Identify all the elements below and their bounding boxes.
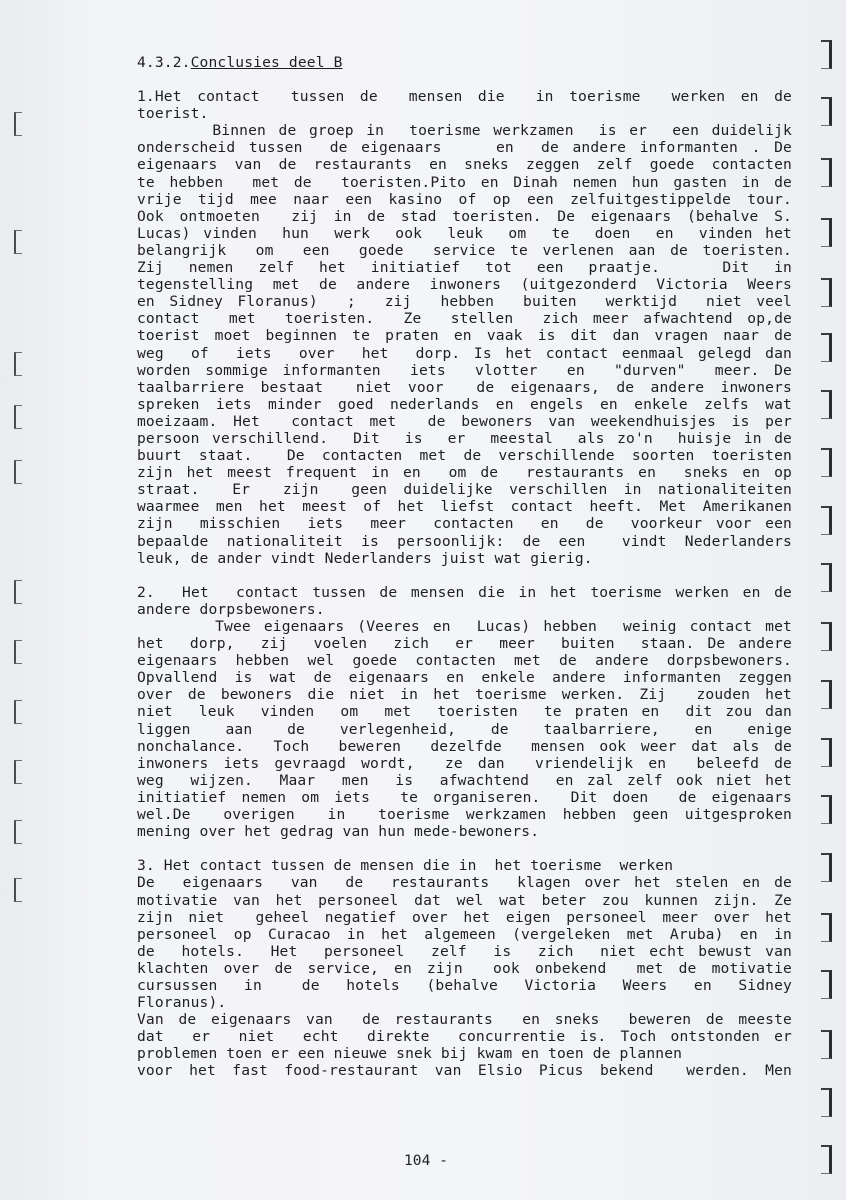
binding-mark [821,1145,832,1174]
text-line: worden sommige informanten iets vlotter en "durven" meer. De [137,361,792,379]
binding-mark [14,820,22,844]
binding-mark [821,795,832,824]
text-line: dat er niet echt direkte concurrentie is. Toch ontstonden er [137,1028,792,1046]
text-line: persoon verschillend. Dit is er meestal als zo'n huisje in de [137,429,792,447]
text-line: 2. Het contact tussen de mensen die in het toerisme werken en de [137,583,792,601]
text-line: wel.De overigen in toerisme werkzamen hebben geen uitgesproken [137,806,792,824]
binding-mark [14,580,22,604]
text-line: leuk, de ander vindt Nederlanders juist wat gierig. [137,549,593,567]
text-line: en Sidney Floranus) ; zij hebben buiten werktijd niet veel [137,293,792,311]
binding-mark [14,700,22,724]
binding-mark [14,878,22,902]
text-line: 3. Het contact tussen de mensen die in het toerisme werken [137,857,674,875]
binding-mark [821,1030,832,1059]
text-line: straat. Er zijn geen duidelijke verschillen in nationaliteiten [137,481,792,499]
binding-mark [821,1088,832,1117]
text-line: motivatie van het personeel dat wel wat beter zou kunnen zijn. Ze [137,891,792,909]
text-line: Binnen de groep in toerisme werkzamen is er een duidelijk [137,122,792,140]
binding-mark [14,112,22,136]
text-line: onderscheid tussen de eigenaars en de andere informanten . De [137,139,792,157]
binding-mark [821,738,832,767]
text-line [137,567,792,584]
binding-mark [821,97,832,126]
binding-mark [821,158,832,187]
text-line: buurt staat. De contacten met de verschillende soorten toeristen [137,447,792,465]
text-line: vrije tijd mee naar een kasino of op een zelfuitgestippelde tour. [137,190,792,208]
text-line: niet leuk vinden om met toeristen te praten en dit zou dan [137,703,792,721]
text-line: over de bewoners die niet in het toerisme werken. Zij zouden het [137,686,792,704]
text-line: zijn misschien iets meer contacten en de voorkeur voor een [137,515,792,533]
text-line: Twee eigenaars (Veeres en Lucas) hebben weinig contact met [137,618,792,635]
text-line: bepaalde nationaliteit is persoonlijk: de een vindt Nederlanders [137,532,792,550]
binding-mark [821,622,832,651]
text-line: Zij nemen zelf het initiatief tot een praatje. Dit in [137,259,792,277]
text-line: toerist. [137,105,209,123]
binding-mark [821,448,832,477]
text-line: nonchalance. Toch beweren dezelfde mensen ook weer dat als de [137,737,792,755]
binding-mark [821,853,832,882]
text-line: zijn niet geheel negatief over het eigen personeel meer over het [137,908,792,926]
text-line [137,840,792,857]
text-line: klachten over de service, en zijn ook onbekend met de motivatie [137,959,792,977]
text-line: Van de eigenaars van de restaurants en sneks beweren de meeste [137,1011,792,1029]
binding-mark [821,40,832,69]
text-line: 1.Het contact tussen de mensen die in toerisme werken en de [137,88,792,106]
text-line: tegenstelling met de andere inwoners (uitgezonderd Victoria Weers [137,276,792,294]
binding-mark [821,970,832,999]
body-text [137,54,792,1080]
binding-mark [821,390,832,419]
text-line: zijn het meest frequent in en om de restaurants en sneks en op [137,464,792,482]
text-line: personeel op Curacao in het algemeen (vergeleken met Aruba) en in [137,925,792,943]
binding-mark [14,760,22,784]
text-line: Lucas) vinden hun werk ook leuk om te doen en vinden het [137,224,792,242]
text-lines [137,88,792,1079]
text-line: inwoners iets gevraagd wordt, ze dan vriendelijk en beleefd de [137,754,792,772]
text-line: problemen toen er een nieuwe snek bij kwam en toen de plannen [137,1045,683,1063]
text-line: weg wijzen. Maar men is afwachtend en zal zelf ook niet het [137,771,792,789]
page-number: 104 - [404,1152,448,1169]
binding-mark [14,460,22,484]
text-line: de hotels. Het personeel zelf is zich niet echt bewust van [137,942,792,960]
text-line: moeizaam. Het contact met de bewoners van weekendhuisjes is per [137,412,792,430]
text-line: te hebben met de toeristen.Pito en Dinah nemen hun gasten in de [137,173,792,191]
text-line: Floranus). [137,994,227,1012]
text-line: belangrijk om een goede service te verlenen aan de toeristen. [137,241,792,259]
text-line: toerist moet beginnen te praten en vaak is dit dan vragen naar de [137,327,792,345]
text-line: spreken iets minder goed nederlands en engels en enkele zelfs wat [137,395,792,413]
text-line: weg of iets over het dorp. Is het contact eenmaal gelegd dan [137,344,792,362]
text-line: Opvallend is wat de eigenaars en enkele andere informanten zeggen [137,669,792,687]
section-heading [137,54,792,71]
binding-mark [821,278,832,307]
binding-mark [821,563,832,592]
text-line: De eigenaars van de restaurants klagen over het stelen en de [137,874,792,892]
text-line: waarmee men het meest of het liefst contact heeft. Met Amerikanen [137,498,792,516]
text-line: Ook ontmoeten zij in de stad toeristen. De eigenaars (behalve S. [137,207,792,225]
binding-mark [14,405,22,429]
binding-mark [821,218,832,247]
text-line: eigenaars van de restaurants en sneks zeggen zelf goede contacten [137,156,792,174]
text-line: andere dorpsbewoners. [137,600,325,618]
text-line: mening over het gedrag van hun mede-bewoners. [137,823,540,841]
text-line: liggen aan de verlegenheid, de taalbarriere, en enige [137,720,792,738]
text-line: voor het fast food-restaurant van Elsio Picus bekend werden. Men [137,1062,792,1080]
binding-mark [14,352,22,376]
binding-mark [821,913,832,942]
text-line: eigenaars hebben wel goede contacten met de andere dorpsbewoners. [137,652,792,670]
text-line: taalbarriere bestaat niet voor de eigenaars, de andere inwoners [137,378,792,396]
binding-mark [821,333,832,362]
heading-title: Conclusies deel B [190,54,343,71]
text-line: cursussen in de hotels (behalve Victoria Weers en Sidney [137,976,792,994]
text-line: het dorp, zij voelen zich er meer buiten staan. De andere [137,635,792,653]
binding-mark [821,506,832,535]
binding-mark [821,680,832,709]
heading-number: 4.3.2. [137,54,191,71]
text-line: contact met toeristen. Ze stellen zich meer afwachtend op,de [137,310,792,328]
binding-mark [14,230,22,254]
text-line: initiatief nemen om iets te organiseren. Dit doen de eigenaars [137,788,792,806]
binding-mark [14,640,22,664]
